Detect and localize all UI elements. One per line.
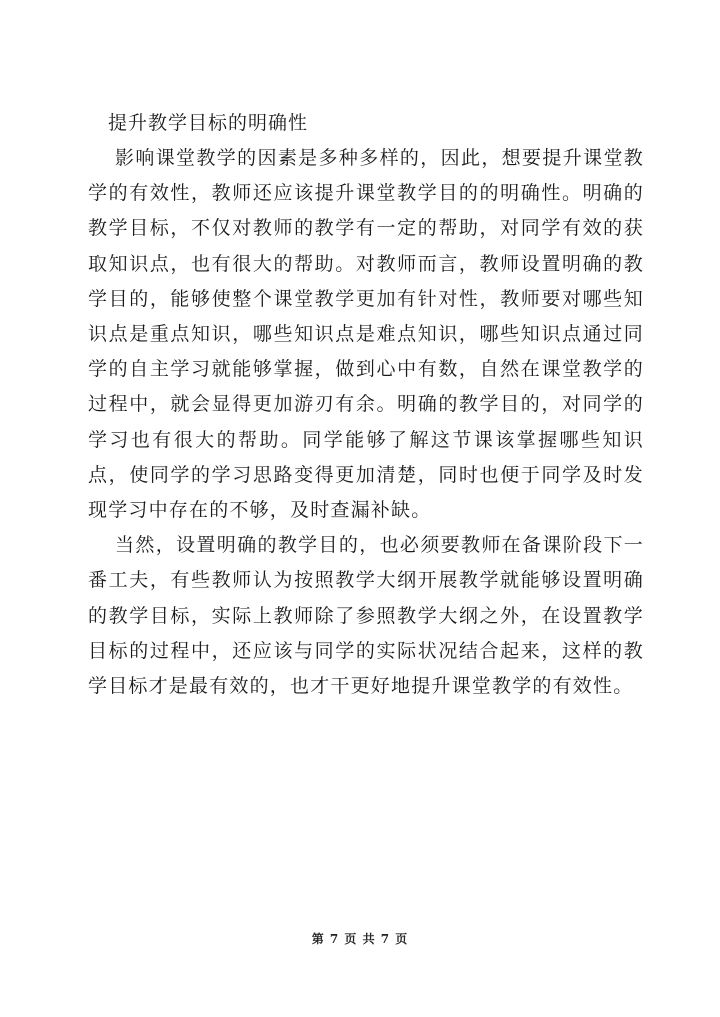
paragraph-1: 影响课堂教学的因素是多种多样的，因此，想要提升课堂教学的有效性，教师还应该提升课堂教学目的的明确性。明确的教学目标，不仅对教师的教学有一定的帮助，对同学有效的获取知识点，也有很大的帮助。对教师而言，教师设置明确的教学目的，能够使整个课堂教学更加有针对性，教师要对哪些知识点是重点知识，哪些知识点是难点知识，哪些知识点通过同学的自主学习就能够掌握，做到心中有数，自然在课堂教学的过程中，就会显得更加游刃有余。明确的教学目的，对同学的学习也有很大的帮助。同学能够了解这节课该掌握哪些知识点，使同学的学习思路变得更加清楚，同时也便于同学及时发现学习中存在的不够，及时查漏补缺。 [88,147,644,522]
document-body [88,106,644,704]
section-heading: 提升教学目标的明确性 [108,112,309,134]
page-number-footer: 第 7 页 共 7 页 [311,932,409,946]
paragraph-2: 当然，设置明确的教学目的，也必须要教师在备课阶段下一番工夫，有些教师认为按照教学大纲开展教学就能够设置明确的教学目标，实际上教师除了参照教学大纲之外，在设置教学目标的过程中，还应该与同学的实际状况结合起来，这样的教学目标才是最有效的，也才干更好地提升课堂教学的有效性。 [88,534,644,698]
